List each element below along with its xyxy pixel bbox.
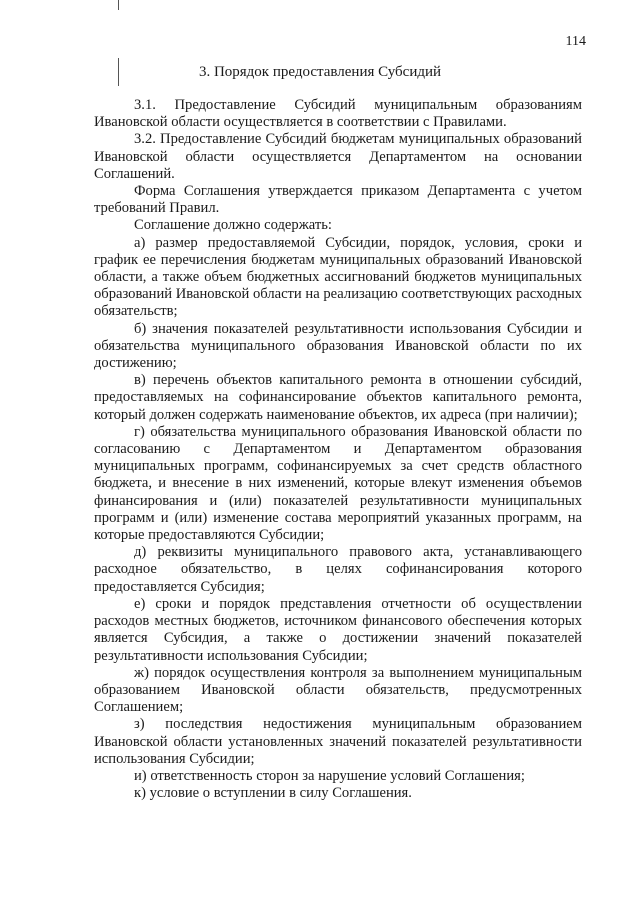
list-item-b: б) значения показателей результативности использования Субсидии и обязательства муниципального образования Ивановской области по их достижению; bbox=[94, 320, 582, 372]
paragraph-3-1: 3.1. Предоставление Субсидий муниципальным образованиям Ивановской области осуществляется в соответствии с Правилами. bbox=[94, 97, 582, 131]
list-item-a: а) размер предоставляемой Субсидии, порядок, условия, сроки и график ее перечисления бюджетам муниципальных образований Ивановской области, а также объем бюджетных ассигнований бюджетов муниципальных образований Ивановской области на реализацию соответствующих расходных обязательств; bbox=[94, 234, 582, 320]
paragraph-3-2: 3.2. Предоставление Субсидий бюджетам муниципальных образований Ивановской области осуществляется Департаментом на основании Соглашений. bbox=[94, 131, 582, 182]
list-item-d: д) реквизиты муниципального правового акта, устанавливающего расходное обязательство, в целях софинансирования которого предоставляется Субсидия; bbox=[94, 544, 582, 595]
list-item-i: и) ответственность сторон за нарушение условий Соглашения; bbox=[134, 767, 525, 784]
page-number: 114 bbox=[565, 34, 586, 49]
list-item-zh: ж) порядок осуществления контроля за выполнением муниципальным образованием Ивановской области обязательств, предусмотренных Соглашением; bbox=[94, 664, 582, 716]
scan-artifact bbox=[118, 0, 119, 10]
list-item-v: в) перечень объектов капитального ремонта в отношении субсидий, предоставляемых на софинансирование объектов капитального ремонта, который должен содержать наименование объектов, их адреса (при наличии); bbox=[94, 372, 582, 423]
section-title: 3. Порядок предоставления Субсидий bbox=[198, 64, 442, 80]
document-body bbox=[94, 97, 582, 802]
list-item-k: к) условие о вступлении в силу Соглашения. bbox=[134, 785, 412, 802]
list-item-z: з) последствия недостижения муниципальным образованием Ивановской области установленных значений показателей результативности использования Субсидии; bbox=[94, 716, 582, 767]
list-item-e: е) сроки и порядок представления отчетности об осуществлении расходов местных бюджетов, источником финансового обеспечения которых является Субсидия, а также о достижении значений показателей результативности использования Субсидии; bbox=[94, 595, 582, 664]
list-item-g: г) обязательства муниципального образования Ивановской области по согласованию с Департаментом и Департаментом образования муниципальных программ, софинансируемых за счет средств областного бюджета, и внесение в них изменений, которые влекут изменения объемов финансирования и (или) показателей результативности муниципальных программ и (или) изменение состава мероприятий указанных программ, на которые предоставляются Субсидии; bbox=[94, 423, 582, 544]
paragraph-agreement-contents: Соглашение должно содержать: bbox=[134, 217, 332, 234]
paragraph-agreement-form: Форма Соглашения утверждается приказом Департамента с учетом требований Правил. bbox=[94, 183, 582, 217]
